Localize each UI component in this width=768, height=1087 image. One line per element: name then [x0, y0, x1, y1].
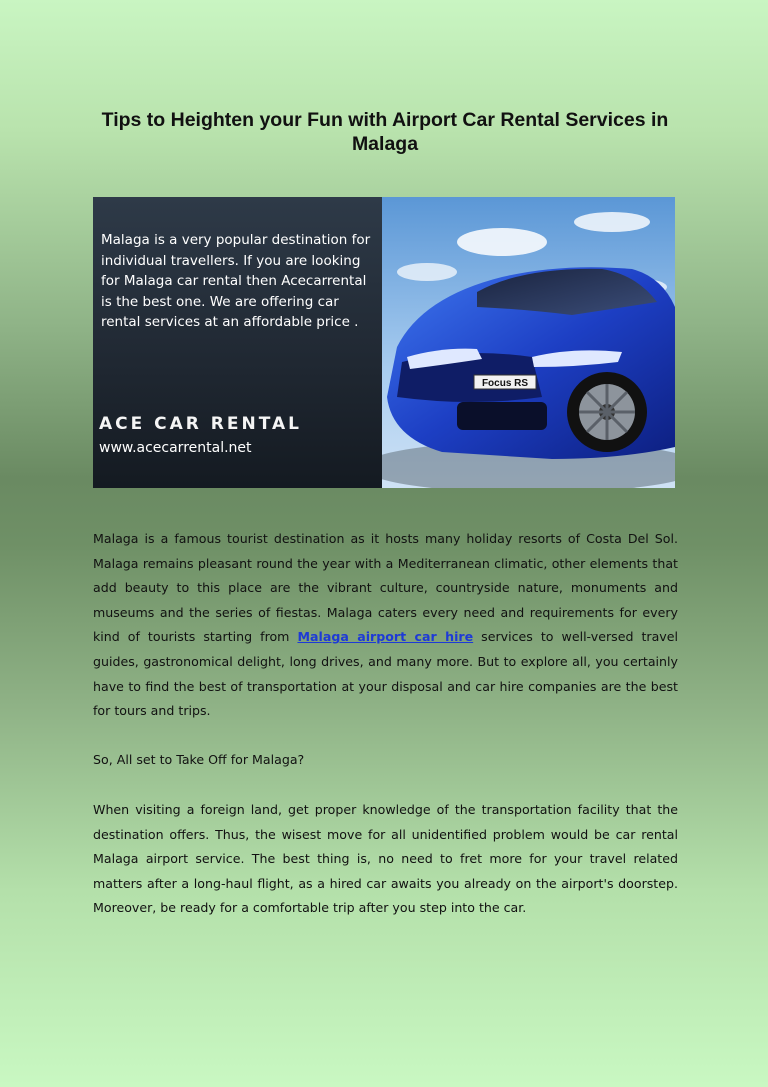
paragraph-intro: [93, 527, 678, 724]
section-heading: So, All set to Take Off for Malaga?: [93, 752, 305, 767]
brand-url: www.acecarrental.net: [99, 440, 252, 456]
banner-description: Malaga is a very popular destination for individual travellers. If you are looking for Malaga car rental then Acecarrental is the best one. We are offering car rental services at an affordable price .: [101, 232, 371, 330]
paragraph-transport: When visiting a foreign land, get proper knowledge of the transportation facility that the destination offers. Thus, the wisest move for all unidentified problem would be car rental Malaga airport service. The best thing is, no need to fret more for your travel related matters after a long-haul flight, as a hired car awaits you already on the airport's doorstep. Moreover, be ready for a comfortable trip after you step into the car.: [93, 802, 678, 916]
paragraph-intro-text: Malaga is a famous tourist destination as it hosts many holiday resorts of Costa Del Sol. Malaga remains pleasant round the year with a Mediterranean climatic, other elements that add beauty to this place are the vibrant culture, countryside nature, monuments and museums and the series of fiestas. Malaga caters every need and requirements for every kind of tourists starting from: [93, 531, 678, 645]
malaga-airport-car-hire-link[interactable]: Malaga airport car hire: [297, 629, 474, 645]
car-photo: [382, 197, 675, 488]
car-illustration: [382, 197, 675, 488]
banner-image: [93, 197, 675, 488]
license-plate: Focus RS: [481, 378, 529, 389]
paragraph-intro-text-end: services to well-versed travel guides, gastronomical delight, long drives, and many more. But to explore all, you certainly have to find the best of transportation at your disposal and car hire companies are the best for tours and trips.: [93, 629, 678, 719]
page-title: Tips to Heighten your Fun with Airport Car Rental Services in Malaga: [101, 109, 669, 155]
brand-name: ACE CAR RENTAL: [99, 414, 303, 434]
banner-text-panel: [93, 197, 382, 488]
